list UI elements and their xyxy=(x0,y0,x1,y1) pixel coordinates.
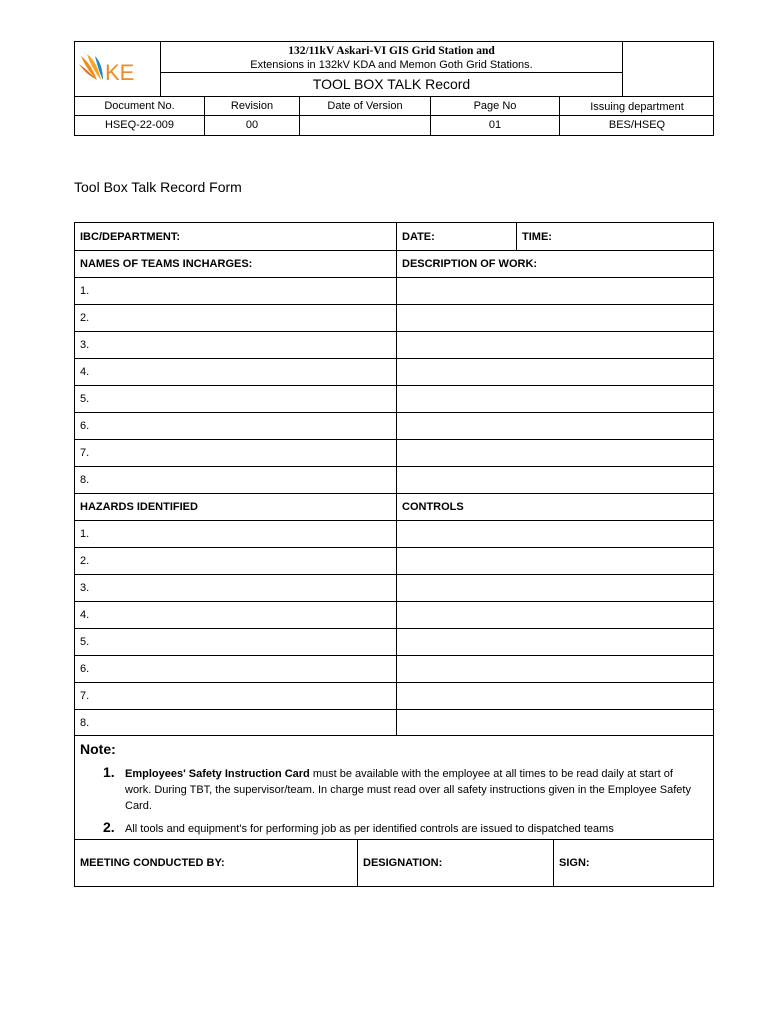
control-field[interactable] xyxy=(397,575,713,601)
hazard-row xyxy=(75,521,713,548)
hazard-row xyxy=(75,683,713,710)
ke-logo xyxy=(75,42,161,96)
hazard-row xyxy=(75,710,713,736)
hazard-row xyxy=(75,656,713,683)
value-issuing-department: BES/HSEQ xyxy=(608,119,666,131)
team-row xyxy=(75,278,713,305)
hazard-field[interactable]: 1. xyxy=(75,521,397,547)
sign-field[interactable]: SIGN: xyxy=(559,857,590,869)
hazard-field[interactable]: 2. xyxy=(75,548,397,574)
team-row xyxy=(75,305,713,332)
title-area xyxy=(161,42,623,96)
control-field[interactable] xyxy=(397,683,713,709)
hazards-identified-label: HAZARDS IDENTIFIED xyxy=(75,494,397,520)
logo-wing-icon xyxy=(79,54,103,80)
note-item-text xyxy=(125,766,693,814)
note-item-1 xyxy=(103,766,693,814)
description-of-work-label: DESCRIPTION OF WORK: xyxy=(402,258,538,270)
hazard-field[interactable]: 8. xyxy=(75,710,397,735)
time-field[interactable]: TIME: xyxy=(522,230,552,243)
signoff-row xyxy=(75,840,713,886)
signoff-cells xyxy=(75,840,713,886)
team-incharge-field[interactable]: 5. xyxy=(75,386,397,412)
note-item-2 xyxy=(103,821,693,839)
work-description-field[interactable] xyxy=(397,278,713,304)
value-document-no: HSEQ-22-009 xyxy=(75,116,205,136)
control-field[interactable] xyxy=(397,521,713,547)
value-date-of-version[interactable] xyxy=(300,116,431,136)
work-description-field[interactable] xyxy=(397,413,713,439)
meta-header-row xyxy=(75,96,713,116)
control-field[interactable] xyxy=(397,548,713,574)
control-field[interactable] xyxy=(397,710,713,735)
col-document-no: Document No. xyxy=(75,97,205,115)
note-title: Note: xyxy=(80,741,116,757)
note-item-number: 1. xyxy=(103,764,115,780)
note-item-body: must be available with the employee at all times to be read daily at start of work. During TBT, the supervisor/team. In charge must read over all safety instructions given in the Employee Safety Card. xyxy=(125,768,691,812)
control-field[interactable] xyxy=(397,602,713,628)
team-row xyxy=(75,467,713,494)
work-description-field[interactable] xyxy=(397,386,713,412)
value-page-no: 01 xyxy=(431,116,560,136)
col-issuing-department: Issuing department xyxy=(590,101,684,113)
team-row xyxy=(75,413,713,440)
team-incharge-field[interactable]: 6. xyxy=(75,413,397,439)
work-description-field[interactable] xyxy=(397,467,713,493)
value-revision: 00 xyxy=(205,116,300,136)
form-row-hazards-header xyxy=(75,494,713,521)
note-item-text: All tools and equipment's for performing job as per identified controls are issued to dispatched teams xyxy=(125,823,614,835)
designation-field[interactable]: DESIGNATION: xyxy=(358,840,554,886)
hazard-field[interactable]: 3. xyxy=(75,575,397,601)
team-row xyxy=(75,440,713,467)
hazard-row xyxy=(75,602,713,629)
hazard-row xyxy=(75,629,713,656)
team-row xyxy=(75,332,713,359)
team-row xyxy=(75,386,713,413)
ibc-department-field[interactable]: IBC/DEPARTMENT: xyxy=(75,223,397,250)
record-title: TOOL BOX TALK Record xyxy=(312,76,471,92)
team-incharge-field[interactable]: 2. xyxy=(75,305,397,331)
team-incharge-field[interactable]: 8. xyxy=(75,467,397,493)
team-row xyxy=(75,359,713,386)
tool-box-talk-form xyxy=(74,222,714,887)
note-item-emphasis: Employees' Safety Instruction Card xyxy=(125,768,310,780)
control-field[interactable] xyxy=(397,656,713,682)
project-title-line2: Extensions in 132kV KDA and Memon Goth Grid Stations. xyxy=(250,59,533,71)
work-description-field[interactable] xyxy=(397,332,713,358)
form-row-teams-header xyxy=(75,251,713,278)
team-incharge-field[interactable]: 7. xyxy=(75,440,397,466)
hazard-field[interactable]: 6. xyxy=(75,656,397,682)
logo-cell xyxy=(75,42,161,96)
hazard-field[interactable]: 4. xyxy=(75,602,397,628)
team-incharge-field[interactable]: 1. xyxy=(75,278,397,304)
document-header xyxy=(74,41,714,136)
note-section xyxy=(75,736,713,840)
controls-label: CONTROLS xyxy=(402,501,464,513)
hazard-field[interactable]: 5. xyxy=(75,629,397,655)
form-row-ibc xyxy=(75,223,713,251)
hazard-field[interactable]: 7. xyxy=(75,683,397,709)
col-page-no: Page No xyxy=(431,97,560,115)
project-title xyxy=(161,42,622,73)
work-description-field[interactable] xyxy=(397,440,713,466)
project-title-line1: 132/11kV Askari-VI GIS Grid Station and xyxy=(288,45,495,57)
col-date-of-version: Date of Version xyxy=(300,97,431,115)
logo-text: KE xyxy=(105,60,135,85)
teams-incharges-label: NAMES OF TEAMS INCHARGES: xyxy=(75,251,397,277)
hazard-row xyxy=(75,548,713,575)
meeting-conducted-by-field[interactable]: MEETING CONDUCTED BY: xyxy=(75,840,358,886)
team-incharge-field[interactable]: 4. xyxy=(75,359,397,385)
work-description-field[interactable] xyxy=(397,305,713,331)
meta-value-row xyxy=(75,116,713,136)
col-revision: Revision xyxy=(205,97,300,115)
team-incharge-field[interactable]: 3. xyxy=(75,332,397,358)
form-title: Tool Box Talk Record Form xyxy=(74,179,242,195)
work-description-field[interactable] xyxy=(397,359,713,385)
note-item-number: 2. xyxy=(103,819,115,835)
control-field[interactable] xyxy=(397,629,713,655)
hazard-row xyxy=(75,575,713,602)
date-field[interactable]: DATE: xyxy=(397,223,517,250)
